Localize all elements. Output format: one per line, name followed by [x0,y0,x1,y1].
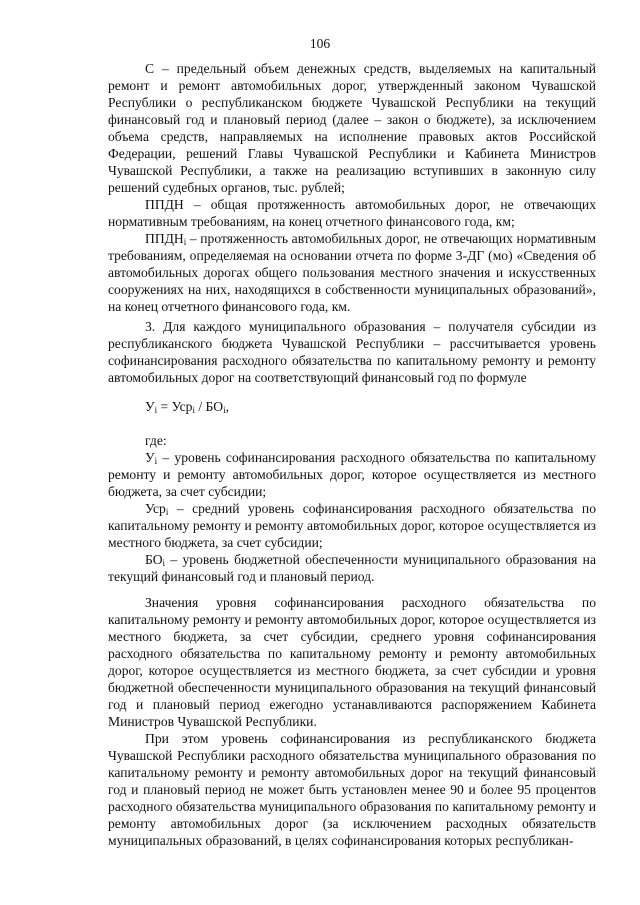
definition-ppdn: ППДН – общая протяженность автомобильных дорог, не отвечающих нормативным требованиям, на конец отчетного финансового года, км; [108,197,596,229]
variable-u: $У_i$ – уровень софинансирования расходного обязательства по капитальному ремонту и ремонту автомобильных дорог, которое осуществляется из местного бюджета, за счет субсидии; [108,450,596,499]
definition-text: – протяженность автомобильных дорог, не отвечающих нормативным требованиям, определяемая на основании отчета по форме 3-ДГ (мо) «Сведения об автомобильных дорогах общего пользования местного значения и искусственных сооружениях на них, находящихся в собственности муниципальных образований», на конец отчетного финансового года, км. [108,231,596,314]
definitions-block [108,60,596,315]
subscript-i: i [183,237,187,247]
formula-variables-block [108,432,596,585]
variable-bo: $БО_i$ – уровень бюджетной обеспеченности муниципального образования на текущий финансовый год и плановый период. [108,552,596,584]
values-paragraph: Значения уровня софинансирования расходного обязательства по капитальному ремонту и ремонту автомобильных дорог, которое осуществляется из местного бюджета, за счет субсидии, среднего уровня софинансирования расходного обязательства по капитальному ремонту и ремонту автомобильных дорог, которое осуществляется из местного бюджета, за счет субсидии и уровня бюджетной обеспеченности муниципального образования на текущий финансовый год и плановый период ежегодно устанавливаются распоряжением Кабинета Министров Чувашской Республики. [108,595,596,729]
definition-ppdn-i [108,230,596,315]
formula: $У_i = Уср_i / БО_i$, [145,399,229,415]
cofinancing-paragraph: При этом уровень софинансирования из республиканского бюджета Чувашской Республики расходного обязательства муниципального образования по капитальному ремонту и ремонту автомобильных дорог на текущий финансовый год и плановый период не может быть установлен менее 90 и более 95 процентов расходного обязательства муниципального образования по капитальному ремонту и ремонту автомобильных дорог (за исключением расходных обязательств муниципальных образований, в целях софинансирования которых республикан- [108,731,596,848]
variable-usr: Уср$_i$ – средний уровень софинансирования расходного обязательства по капитальному ремонту и ремонту автомобильных дорог, которое осуществляется из местного бюджета, за счет субсидии; [108,501,596,550]
section-3-block [108,318,596,386]
values-block [108,594,596,849]
formula-block [108,398,596,415]
page-number: 106 [309,36,331,51]
definition-c: С – предельный объем денежных средств, выделяемых на капитальный ремонт и ремонт автомобильных дорог, утвержденный законом Чувашской Республики о республиканском бюджете Чувашской Республики на текущий финансовый год и плановый период (далее – закон о бюджете), за исключением объема средств, направляемых на исполнение правовых актов Российской Федерации, решений Главы Чувашской Республики и Кабинета Министров Чувашской Республики, а также на реализацию вступивших в законную силу решений судебных органов, тыс. рублей; [108,61,596,195]
section-3-paragraph: 3. Для каждого муниципального образования – получателя субсидии из республиканского бюджета Чувашской Республики – рассчитывается уровень софинансирования расходного обязательства по капитальному ремонту и ремонту автомобильных дорог на соответствующий финансовый год по формуле [108,319,596,385]
symbol-ppdn: ППДН [145,231,184,246]
where-label: где: [145,433,167,448]
